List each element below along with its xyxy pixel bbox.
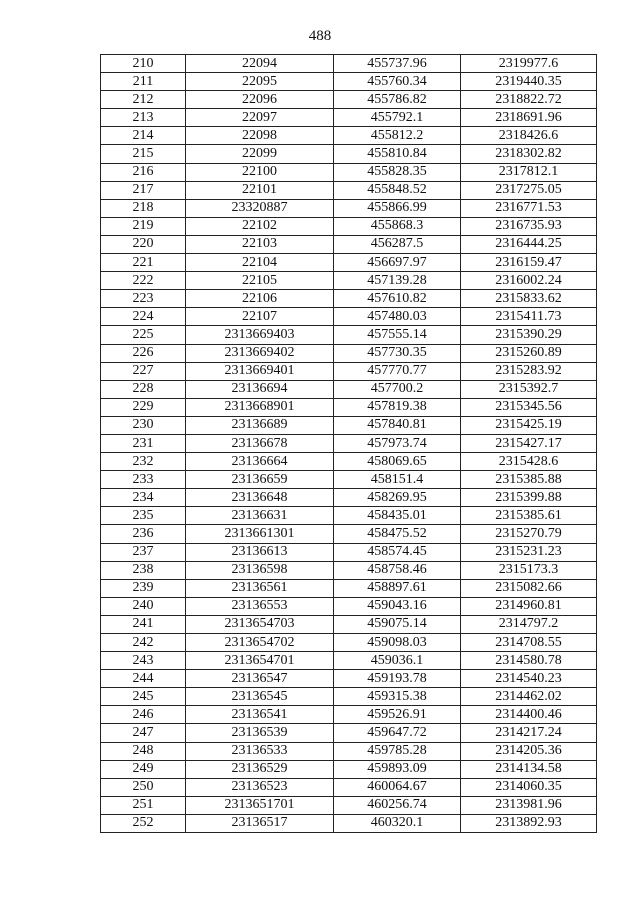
point-id-cell: 23136553 (186, 597, 334, 615)
x-coordinate-cell: 460256.74 (334, 796, 461, 814)
row-index-cell: 234 (101, 489, 186, 507)
table-row (101, 706, 597, 724)
table-row (101, 434, 597, 452)
table-row (101, 579, 597, 597)
y-coordinate-cell: 2316159.47 (461, 254, 597, 272)
y-coordinate-cell: 2314708.55 (461, 634, 597, 652)
row-index-cell: 250 (101, 778, 186, 796)
y-coordinate-cell: 2315399.88 (461, 489, 597, 507)
y-coordinate-cell: 2313892.93 (461, 814, 597, 832)
y-coordinate-cell: 2314580.78 (461, 652, 597, 670)
x-coordinate-cell: 455737.96 (334, 55, 461, 73)
point-id-cell: 23136678 (186, 434, 334, 452)
point-id-cell: 23136613 (186, 543, 334, 561)
point-id-cell: 2313654701 (186, 652, 334, 670)
table-row (101, 670, 597, 688)
point-id-cell: 23136648 (186, 489, 334, 507)
x-coordinate-cell: 459893.09 (334, 760, 461, 778)
y-coordinate-cell: 2318426.6 (461, 127, 597, 145)
table-row (101, 380, 597, 398)
x-coordinate-cell: 458897.61 (334, 579, 461, 597)
point-id-cell: 22094 (186, 55, 334, 73)
point-id-cell: 23136517 (186, 814, 334, 832)
row-index-cell: 246 (101, 706, 186, 724)
y-coordinate-cell: 2315425.19 (461, 416, 597, 434)
table-row (101, 254, 597, 272)
table-row (101, 742, 597, 760)
y-coordinate-cell: 2315082.66 (461, 579, 597, 597)
table-row (101, 416, 597, 434)
row-index-cell: 225 (101, 326, 186, 344)
y-coordinate-cell: 2314400.46 (461, 706, 597, 724)
row-index-cell: 219 (101, 217, 186, 235)
y-coordinate-cell: 2315411.73 (461, 308, 597, 326)
point-id-cell: 2313654702 (186, 634, 334, 652)
point-id-cell: 23136541 (186, 706, 334, 724)
point-id-cell: 22105 (186, 272, 334, 290)
row-index-cell: 251 (101, 796, 186, 814)
x-coordinate-cell: 458758.46 (334, 561, 461, 579)
point-id-cell: 22104 (186, 254, 334, 272)
y-coordinate-cell: 2316002.24 (461, 272, 597, 290)
y-coordinate-cell: 2318822.72 (461, 91, 597, 109)
table-row (101, 471, 597, 489)
x-coordinate-cell: 459193.78 (334, 670, 461, 688)
y-coordinate-cell: 2315283.92 (461, 362, 597, 380)
point-id-cell: 22101 (186, 181, 334, 199)
point-id-cell: 2313669403 (186, 326, 334, 344)
x-coordinate-cell: 460064.67 (334, 778, 461, 796)
point-id-cell: 22097 (186, 109, 334, 127)
point-id-cell: 2313661301 (186, 525, 334, 543)
point-id-cell: 23136547 (186, 670, 334, 688)
point-id-cell: 22107 (186, 308, 334, 326)
x-coordinate-cell: 455812.2 (334, 127, 461, 145)
y-coordinate-cell: 2313981.96 (461, 796, 597, 814)
table-row (101, 73, 597, 91)
y-coordinate-cell: 2314205.36 (461, 742, 597, 760)
table-row (101, 145, 597, 163)
x-coordinate-cell: 457610.82 (334, 290, 461, 308)
point-id-cell: 2313651701 (186, 796, 334, 814)
x-coordinate-cell: 457730.35 (334, 344, 461, 362)
point-id-cell: 2313669401 (186, 362, 334, 380)
x-coordinate-cell: 456697.97 (334, 254, 461, 272)
table-row (101, 290, 597, 308)
row-index-cell: 214 (101, 127, 186, 145)
x-coordinate-cell: 458151.4 (334, 471, 461, 489)
table-row (101, 91, 597, 109)
y-coordinate-cell: 2314540.23 (461, 670, 597, 688)
point-id-cell: 22096 (186, 91, 334, 109)
table-row (101, 181, 597, 199)
x-coordinate-cell: 457480.03 (334, 308, 461, 326)
x-coordinate-cell: 455868.3 (334, 217, 461, 235)
x-coordinate-cell: 457819.38 (334, 398, 461, 416)
point-id-cell: 23136631 (186, 507, 334, 525)
y-coordinate-cell: 2314462.02 (461, 688, 597, 706)
table-row (101, 688, 597, 706)
row-index-cell: 245 (101, 688, 186, 706)
x-coordinate-cell: 459075.14 (334, 615, 461, 633)
x-coordinate-cell: 458435.01 (334, 507, 461, 525)
row-index-cell: 240 (101, 597, 186, 615)
x-coordinate-cell: 457555.14 (334, 326, 461, 344)
x-coordinate-cell: 459043.16 (334, 597, 461, 615)
y-coordinate-cell: 2314134.58 (461, 760, 597, 778)
row-index-cell: 235 (101, 507, 186, 525)
y-coordinate-cell: 2315390.29 (461, 326, 597, 344)
row-index-cell: 223 (101, 290, 186, 308)
row-index-cell: 212 (101, 91, 186, 109)
row-index-cell: 211 (101, 73, 186, 91)
point-id-cell: 22103 (186, 235, 334, 253)
table-row (101, 489, 597, 507)
point-id-cell: 23136533 (186, 742, 334, 760)
row-index-cell: 252 (101, 814, 186, 832)
row-index-cell: 242 (101, 634, 186, 652)
x-coordinate-cell: 459315.38 (334, 688, 461, 706)
y-coordinate-cell: 2315231.23 (461, 543, 597, 561)
table-row (101, 127, 597, 145)
x-coordinate-cell: 459036.1 (334, 652, 461, 670)
y-coordinate-cell: 2315345.56 (461, 398, 597, 416)
table-row (101, 543, 597, 561)
row-index-cell: 222 (101, 272, 186, 290)
y-coordinate-cell: 2316771.53 (461, 199, 597, 217)
row-index-cell: 218 (101, 199, 186, 217)
row-index-cell: 238 (101, 561, 186, 579)
row-index-cell: 221 (101, 254, 186, 272)
row-index-cell: 227 (101, 362, 186, 380)
point-id-cell: 23136659 (186, 471, 334, 489)
y-coordinate-cell: 2319977.6 (461, 55, 597, 73)
row-index-cell: 233 (101, 471, 186, 489)
row-index-cell: 247 (101, 724, 186, 742)
point-id-cell: 2313668901 (186, 398, 334, 416)
x-coordinate-cell: 458269.95 (334, 489, 461, 507)
x-coordinate-cell: 459647.72 (334, 724, 461, 742)
row-index-cell: 229 (101, 398, 186, 416)
point-id-cell: 22098 (186, 127, 334, 145)
y-coordinate-cell: 2315270.79 (461, 525, 597, 543)
y-coordinate-cell: 2315392.7 (461, 380, 597, 398)
row-index-cell: 243 (101, 652, 186, 670)
point-id-cell: 23136539 (186, 724, 334, 742)
table-row (101, 326, 597, 344)
y-coordinate-cell: 2315260.89 (461, 344, 597, 362)
y-coordinate-cell: 2316444.25 (461, 235, 597, 253)
x-coordinate-cell: 458574.45 (334, 543, 461, 561)
y-coordinate-cell: 2316735.93 (461, 217, 597, 235)
row-index-cell: 239 (101, 579, 186, 597)
row-index-cell: 226 (101, 344, 186, 362)
y-coordinate-cell: 2314060.35 (461, 778, 597, 796)
table-row (101, 163, 597, 181)
row-index-cell: 228 (101, 380, 186, 398)
row-index-cell: 232 (101, 453, 186, 471)
row-index-cell: 236 (101, 525, 186, 543)
row-index-cell: 210 (101, 55, 186, 73)
table-row (101, 525, 597, 543)
point-id-cell: 22106 (186, 290, 334, 308)
y-coordinate-cell: 2315428.6 (461, 453, 597, 471)
y-coordinate-cell: 2315385.61 (461, 507, 597, 525)
x-coordinate-cell: 455760.34 (334, 73, 461, 91)
y-coordinate-cell: 2315833.62 (461, 290, 597, 308)
point-id-cell: 2313669402 (186, 344, 334, 362)
x-coordinate-cell: 460320.1 (334, 814, 461, 832)
row-index-cell: 244 (101, 670, 186, 688)
point-id-cell: 23136598 (186, 561, 334, 579)
point-id-cell: 23320887 (186, 199, 334, 217)
x-coordinate-cell: 455866.99 (334, 199, 461, 217)
table-row (101, 597, 597, 615)
table-row (101, 507, 597, 525)
table-row (101, 615, 597, 633)
x-coordinate-cell: 455792.1 (334, 109, 461, 127)
table-row (101, 109, 597, 127)
table-row (101, 814, 597, 832)
row-index-cell: 217 (101, 181, 186, 199)
table-row (101, 634, 597, 652)
point-id-cell: 23136529 (186, 760, 334, 778)
point-id-cell: 22095 (186, 73, 334, 91)
point-id-cell: 23136694 (186, 380, 334, 398)
y-coordinate-cell: 2318302.82 (461, 145, 597, 163)
x-coordinate-cell: 455786.82 (334, 91, 461, 109)
point-id-cell: 23136664 (186, 453, 334, 471)
x-coordinate-cell: 455828.35 (334, 163, 461, 181)
x-coordinate-cell: 459526.91 (334, 706, 461, 724)
row-index-cell: 216 (101, 163, 186, 181)
page-number: 488 (308, 28, 332, 44)
row-index-cell: 224 (101, 308, 186, 326)
coordinates-table (100, 54, 597, 833)
row-index-cell: 231 (101, 434, 186, 452)
table-row (101, 235, 597, 253)
y-coordinate-cell: 2315173.3 (461, 561, 597, 579)
x-coordinate-cell: 459098.03 (334, 634, 461, 652)
point-id-cell: 22099 (186, 145, 334, 163)
row-index-cell: 220 (101, 235, 186, 253)
table-row (101, 344, 597, 362)
y-coordinate-cell: 2318691.96 (461, 109, 597, 127)
row-index-cell: 230 (101, 416, 186, 434)
x-coordinate-cell: 457139.28 (334, 272, 461, 290)
table-row (101, 272, 597, 290)
table-row (101, 561, 597, 579)
x-coordinate-cell: 457973.74 (334, 434, 461, 452)
x-coordinate-cell: 458475.52 (334, 525, 461, 543)
point-id-cell: 23136545 (186, 688, 334, 706)
y-coordinate-cell: 2317812.1 (461, 163, 597, 181)
row-index-cell: 215 (101, 145, 186, 163)
point-id-cell: 22100 (186, 163, 334, 181)
x-coordinate-cell: 456287.5 (334, 235, 461, 253)
point-id-cell: 22102 (186, 217, 334, 235)
point-id-cell: 2313654703 (186, 615, 334, 633)
y-coordinate-cell: 2317275.05 (461, 181, 597, 199)
table-row (101, 760, 597, 778)
table-row (101, 199, 597, 217)
x-coordinate-cell: 455848.52 (334, 181, 461, 199)
row-index-cell: 248 (101, 742, 186, 760)
table-row (101, 796, 597, 814)
y-coordinate-cell: 2314797.2 (461, 615, 597, 633)
y-coordinate-cell: 2314960.81 (461, 597, 597, 615)
x-coordinate-cell: 458069.65 (334, 453, 461, 471)
table-row (101, 55, 597, 73)
table-row (101, 652, 597, 670)
table-row (101, 778, 597, 796)
y-coordinate-cell: 2314217.24 (461, 724, 597, 742)
row-index-cell: 249 (101, 760, 186, 778)
point-id-cell: 23136689 (186, 416, 334, 434)
coordinates-table-body (101, 55, 597, 833)
table-row (101, 453, 597, 471)
table-row (101, 362, 597, 380)
point-id-cell: 23136561 (186, 579, 334, 597)
y-coordinate-cell: 2319440.35 (461, 73, 597, 91)
table-row (101, 217, 597, 235)
x-coordinate-cell: 457840.81 (334, 416, 461, 434)
y-coordinate-cell: 2315385.88 (461, 471, 597, 489)
y-coordinate-cell: 2315427.17 (461, 434, 597, 452)
x-coordinate-cell: 459785.28 (334, 742, 461, 760)
table-row (101, 308, 597, 326)
row-index-cell: 237 (101, 543, 186, 561)
point-id-cell: 23136523 (186, 778, 334, 796)
x-coordinate-cell: 455810.84 (334, 145, 461, 163)
x-coordinate-cell: 457770.77 (334, 362, 461, 380)
row-index-cell: 241 (101, 615, 186, 633)
table-row (101, 724, 597, 742)
table-row (101, 398, 597, 416)
x-coordinate-cell: 457700.2 (334, 380, 461, 398)
row-index-cell: 213 (101, 109, 186, 127)
